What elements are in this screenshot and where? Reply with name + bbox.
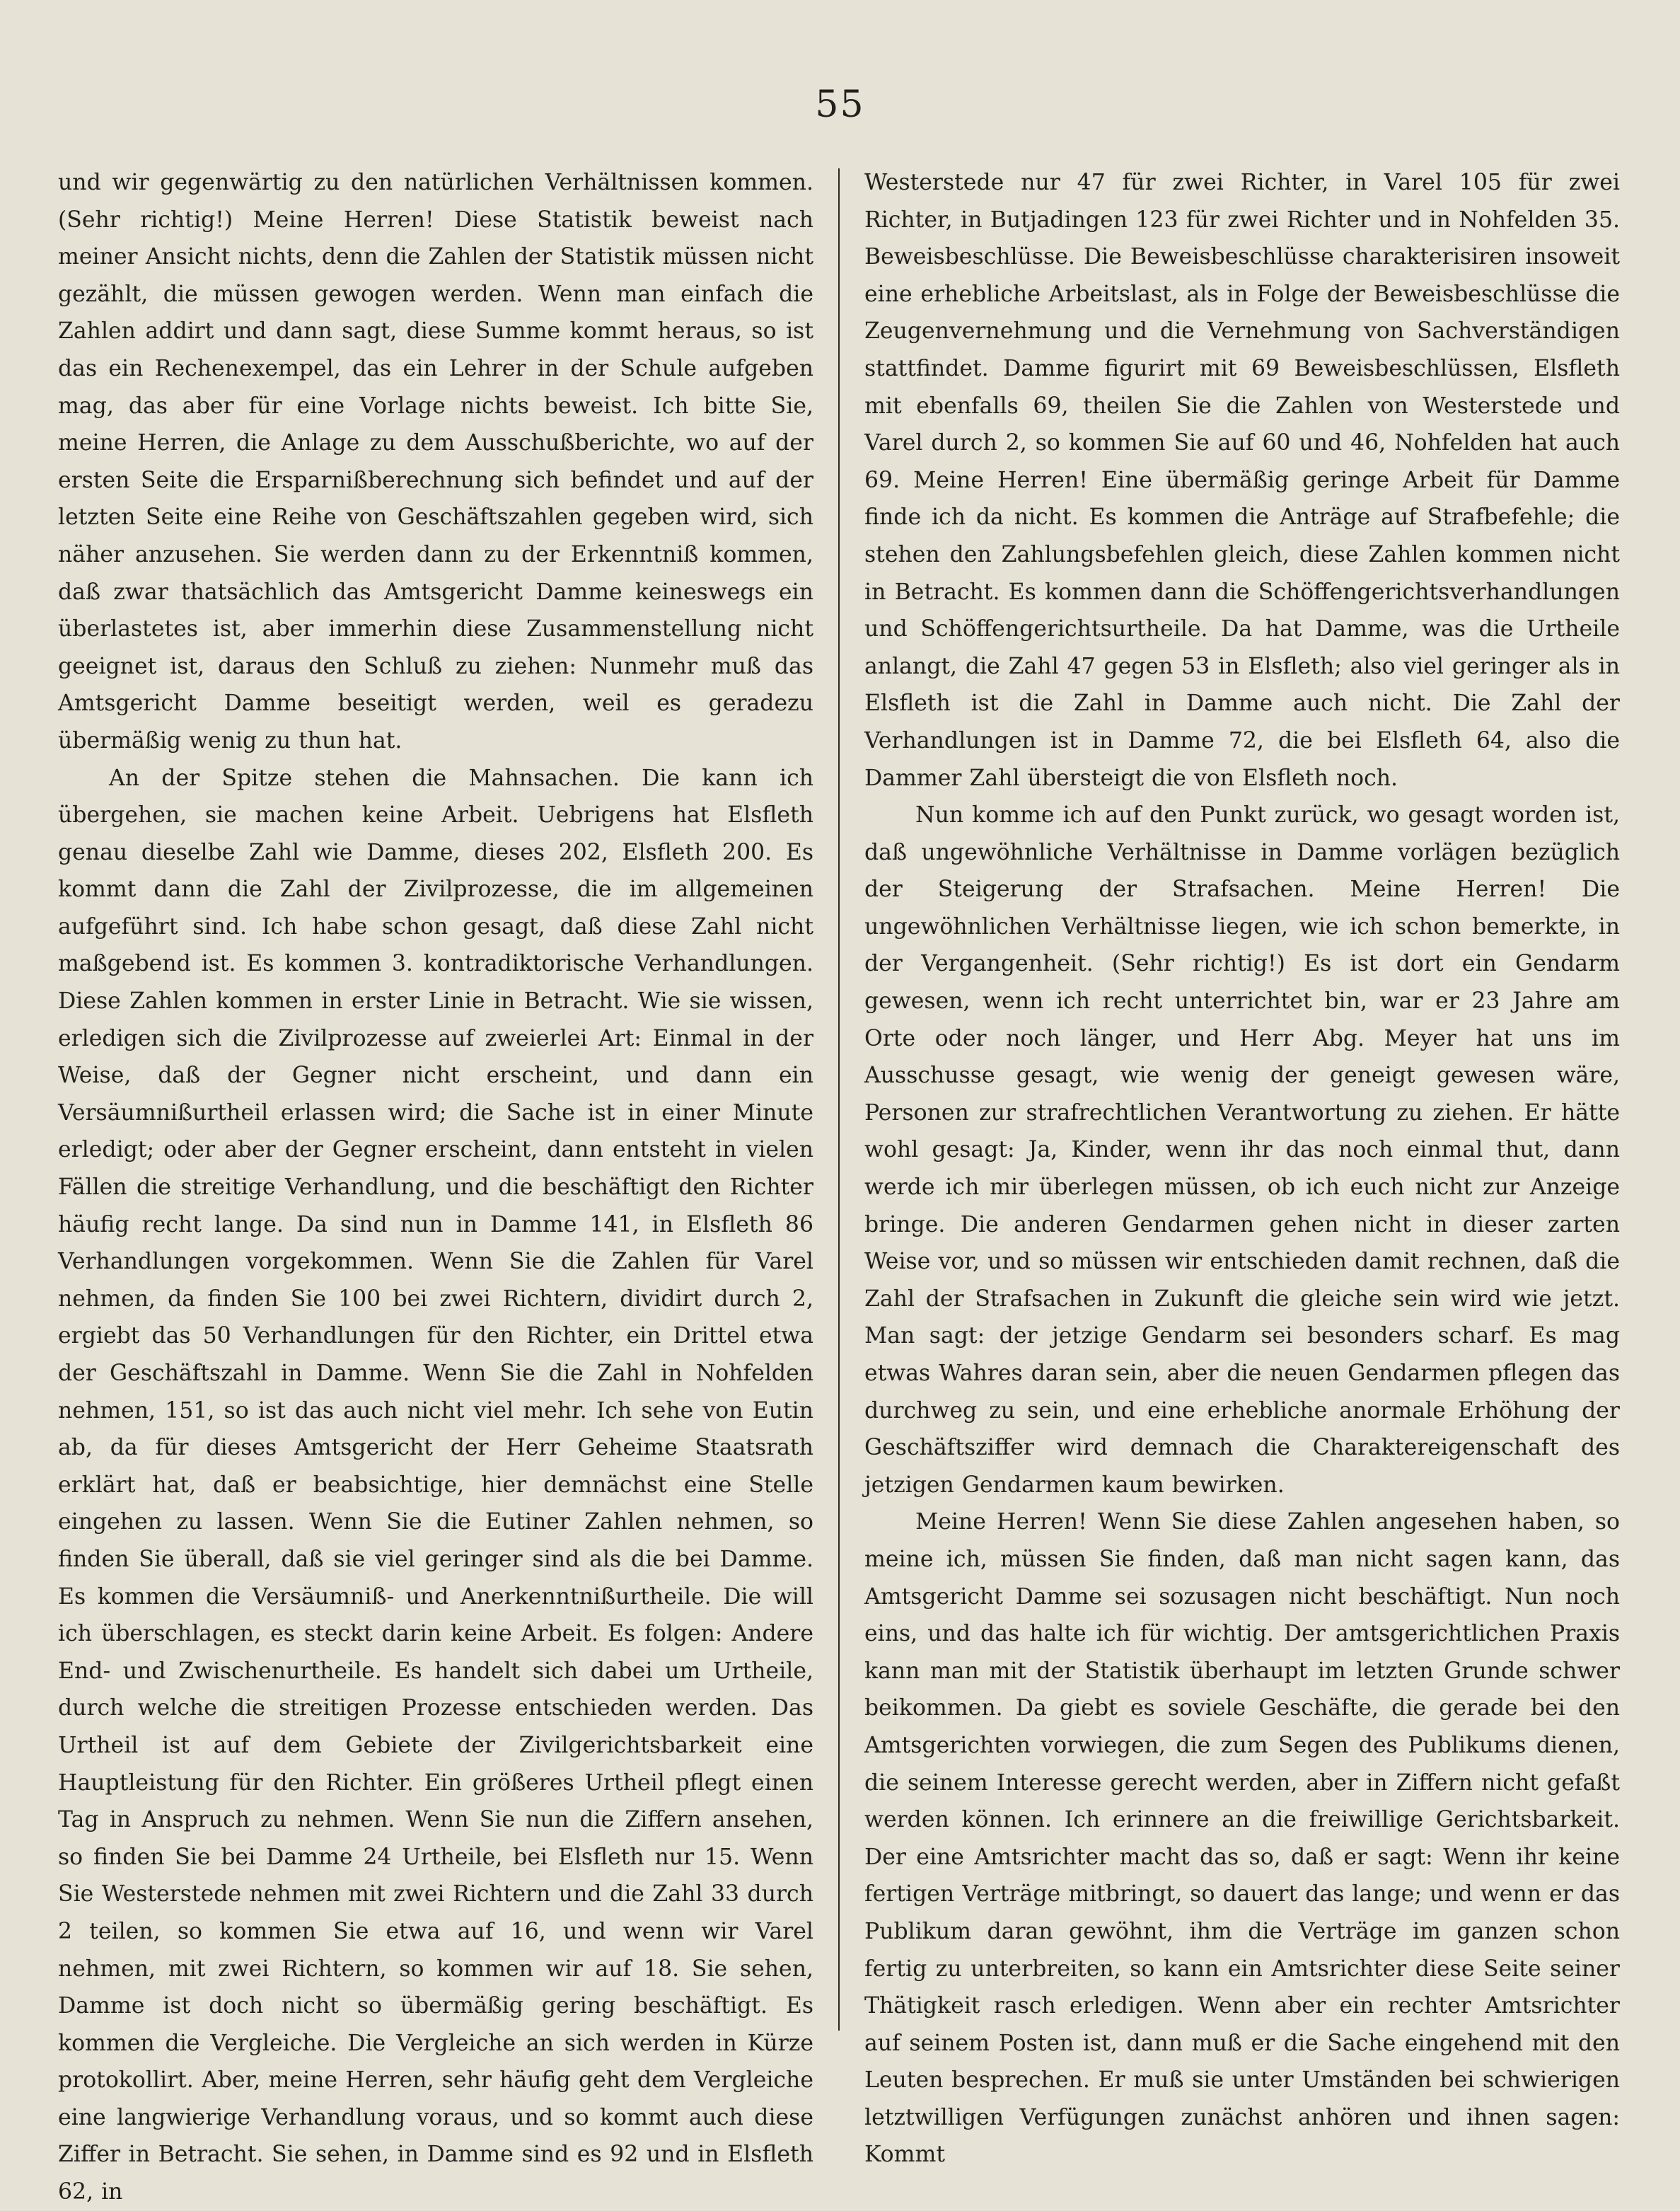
- paragraph: Nun komme ich auf den Punkt zurück, wo gesagt worden ist, daß ungewöhnliche Verhältnisse in Damme vorlägen bezüglich der Steigerung der Strafsachen. Meine Herren! Die ungewöhnlichen Verhältnisse liegen, wie ich schon bemerkte, in der Vergangenheit. (Sehr richtig!) Es ist dort ein Gendarm gewesen, wenn ich recht unterrichtet bin, war er 23 Jahre am Orte oder noch länger, und Herr Abg. Meyer hat uns im Ausschusse gesagt, wie wenig der geneigt gewesen wäre, Personen zur strafrechtlichen Verantwortung zu ziehen. Er hätte wohl gesagt: Ja, Kinder, wenn ihr das noch einmal thut, dann werde ich mir überlegen müssen, ob ich euch nicht zur Anzeige bringe. Die anderen Gendarmen gehen nicht in dieser zarten Weise vor, und so müssen wir entschieden damit rechnen, daß die Zahl der Strafsachen in Zukunft die gleiche sein wird wie jetzt. Man sagt: der jetzige Gendarm sei besonders scharf. Es mag etwas Wahres daran sein, aber die neuen Gendarmen pflegen das durchweg zu sein, und eine erhebliche anormale Erhöhung der Geschäftsziffer wird demnach die Charaktereigenschaft des jetzigen Gendarmen kaum bewirken.: [864, 802, 1620, 1498]
- paragraph: Westerstede nur 47 für zwei Richter, in Varel 105 für zwei Richter, in Butjadingen 123 für zwei Richter und in Nohfelden 35. Beweisbeschlüsse. Die Beweisbeschlüsse charakterisiren insoweit eine erhebliche Arbeitslast, als in Folge der Beweisbeschlüsse die Zeugenvernehmung und die Vernehmung von Sachverständigen stattfindet. Damme figurirt mit 69 Beweisbeschlüssen, Elsfleth mit ebenfalls 69, theilen Sie die Zahlen von Westerstede und Varel durch 2, so kommen Sie auf 60 und 46, Nohfelden hat auch 69. Meine Herren! Eine übermäßig geringe Arbeit für Damme finde ich da nicht. Es kommen die Anträge auf Strafbefehle; die stehen den Zahlungsbefehlen gleich, diese Zahlen kommen nicht in Betracht. Es kommen dann die Schöffengerichtsverhandlungen und Schöffengerichtsurtheile. Da hat Damme, was die Urtheile anlangt, die Zahl 47 gegen 53 in Elsfleth; also viel geringer als in Elsfleth ist die Zahl in Damme auch nicht. Die Zahl der Verhandlungen ist in Damme 72, die bei Elsfleth 64, also die Dammer Zahl übersteigt die von Elsfleth noch.: [864, 170, 1620, 791]
- paragraph: Meine Herren! Wenn Sie diese Zahlen angesehen haben, so meine ich, müssen Sie finden, daß man nicht sagen kann, das Amtsgericht Damme sei sozusagen nicht beschäftigt. Nun noch eins, und das halte ich für wichtig. Der amtsgerichtlichen Praxis kann man mit der Statistik überhaupt im letzten Grunde schwer beikommen. Da giebt es soviele Geschäfte, die gerade bei den Amtsgerichten vorwiegen, die zum Segen des Publikums dienen, die seinem Interesse gerecht werden, aber in Ziffern nicht gefaßt werden können. Ich erinnere an die freiwillige Gerichtsbarkeit. Der eine Amtsrichter macht das so, daß er sagt: Wenn ihr keine fertigen Verträge mitbringt, so dauert das lange; und wenn er das Publikum daran gewöhnt, ihm die Verträge im ganzen schon fertig zu unterbreiten, so kann ein Amtsrichter diese Seite seiner Thätigkeit rasch erledigen. Wenn aber ein rechter Amtsrichter auf seinem Posten ist, dann muß er die Sache eingehend mit den Leuten besprechen. Er muß sie unter Umständen bei schwierigen letztwilligen Verfügungen zunächst anhören und ihnen sagen: Kommt: [864, 1509, 1620, 2168]
- page-number: 55: [815, 83, 865, 126]
- paragraph: An der Spitze stehen die Mahnsachen. Die kann ich übergehen, sie machen keine Arbeit. Uebrigens hat Elsfleth genau dieselbe Zahl wie Damme, dieses 202, Elsfleth 200. Es kommt dann die Zahl der Zivilprozesse, die im allgemeinen aufgeführt sind. Ich habe schon gesagt, daß diese Zahl nicht maßgebend ist. Es kommen 3. kontradiktorische Verhandlungen. Diese Zahlen kommen in erster Linie in Betracht. Wie sie wissen, erledigen sich die Zivilprozesse auf zweierlei Art: Einmal in der Weise, daß der Gegner nicht erscheint, und dann ein Versäumnißurtheil erlassen wird; die Sache ist in einer Minute erledigt; oder aber der Gegner erscheint, dann entsteht in vielen Fällen die streitige Verhandlung, und die beschäftigt den Richter häufig recht lange. Da sind nun in Damme 141, in Elsfleth 86 Verhandlungen vorgekommen. Wenn Sie die Zahlen für Varel nehmen, da finden Sie 100 bei zwei Richtern, dividirt durch 2, ergiebt das 50 Verhandlungen für den Richter, ein Drittel etwa der Geschäftszahl in Damme. Wenn Sie die Zahl in Nohfelden nehmen, 151, so ist das auch nicht viel mehr. Ich sehe von Eutin ab, da für dieses Amtsgericht der Herr Geheime Staatsrath erklärt hat, daß er beabsichtige, hier demnächst eine Stelle eingehen zu lassen. Wenn Sie die Eutiner Zahlen nehmen, so finden Sie überall, daß sie viel geringer sind als die bei Damme. Es kommen die Versäumniß- und Anerkenntnißurtheile. Die will ich überschlagen, es steckt darin keine Arbeit. Es folgen: Andere End- und Zwischenurtheile. Es handelt sich dabei um Urtheile, durch welche die streitigen Prozesse entschieden werden. Das Urtheil ist auf dem Gebiete der Zivilgerichtsbarkeit eine Hauptleistung für den Richter. Ein größeres Urtheil pflegt einen Tag in Anspruch zu nehmen. Wenn Sie nun die Ziffern ansehen, so finden Sie bei Damme 24 Urtheile, bei Elsfleth nur 15. Wenn Sie Westerstede nehmen mit zwei Richtern und die Zahl 33 durch 2 teilen, so kommen Sie etwa auf 16, und wenn wir Varel nehmen, mit zwei Richtern, so kommen wir auf 18. Sie sehen, Damme ist doch nicht so übermäßig gering beschäftigt. Es kommen die Vergleiche. Die Vergleiche an sich werden in Kürze protokollirt. Aber, meine Herren, sehr häufig geht dem Vergleiche eine langwierige Verhandlung voraus, und so kommt auch diese Ziffer in Betracht. Sie sehen, in Damme sind es 92 und in Elsfleth 62, in: [58, 765, 813, 2205]
- left-column: [58, 164, 813, 2205]
- right-column: [864, 164, 1620, 2168]
- paragraph: und wir gegenwärtig zu den natürlichen Verhältnissen kommen. (Sehr richtig!) Meine Herren! Diese Statistik beweist nach meiner Ansicht nichts, denn die Zahlen der Statistik müssen nicht gezählt, die müssen gewogen werden. Wenn man einfach die Zahlen addirt und dann sagt, diese Summe kommt heraus, so ist das ein Rechenexempel, das ein Lehrer in der Schule aufgeben mag, das aber für eine Vorlage nichts beweist. Ich bitte Sie, meine Herren, die Anlage zu dem Ausschußberichte, wo auf der ersten Seite die Ersparnißberechnung sich befindet und auf der letzten Seite eine Reihe von Geschäftszahlen gegeben wird, sich näher anzusehen. Sie werden dann zu der Erkenntniß kommen, daß zwar thatsächlich das Amtsgericht Damme keineswegs ein überlastetes ist, aber immerhin diese Zusammenstellung nicht geeignet ist, daraus den Schluß zu ziehen: Nunmehr muß das Amtsgericht Damme beseitigt werden, weil es geradezu übermäßig wenig zu thun hat.: [58, 170, 813, 754]
- column-divider: [838, 168, 840, 2031]
